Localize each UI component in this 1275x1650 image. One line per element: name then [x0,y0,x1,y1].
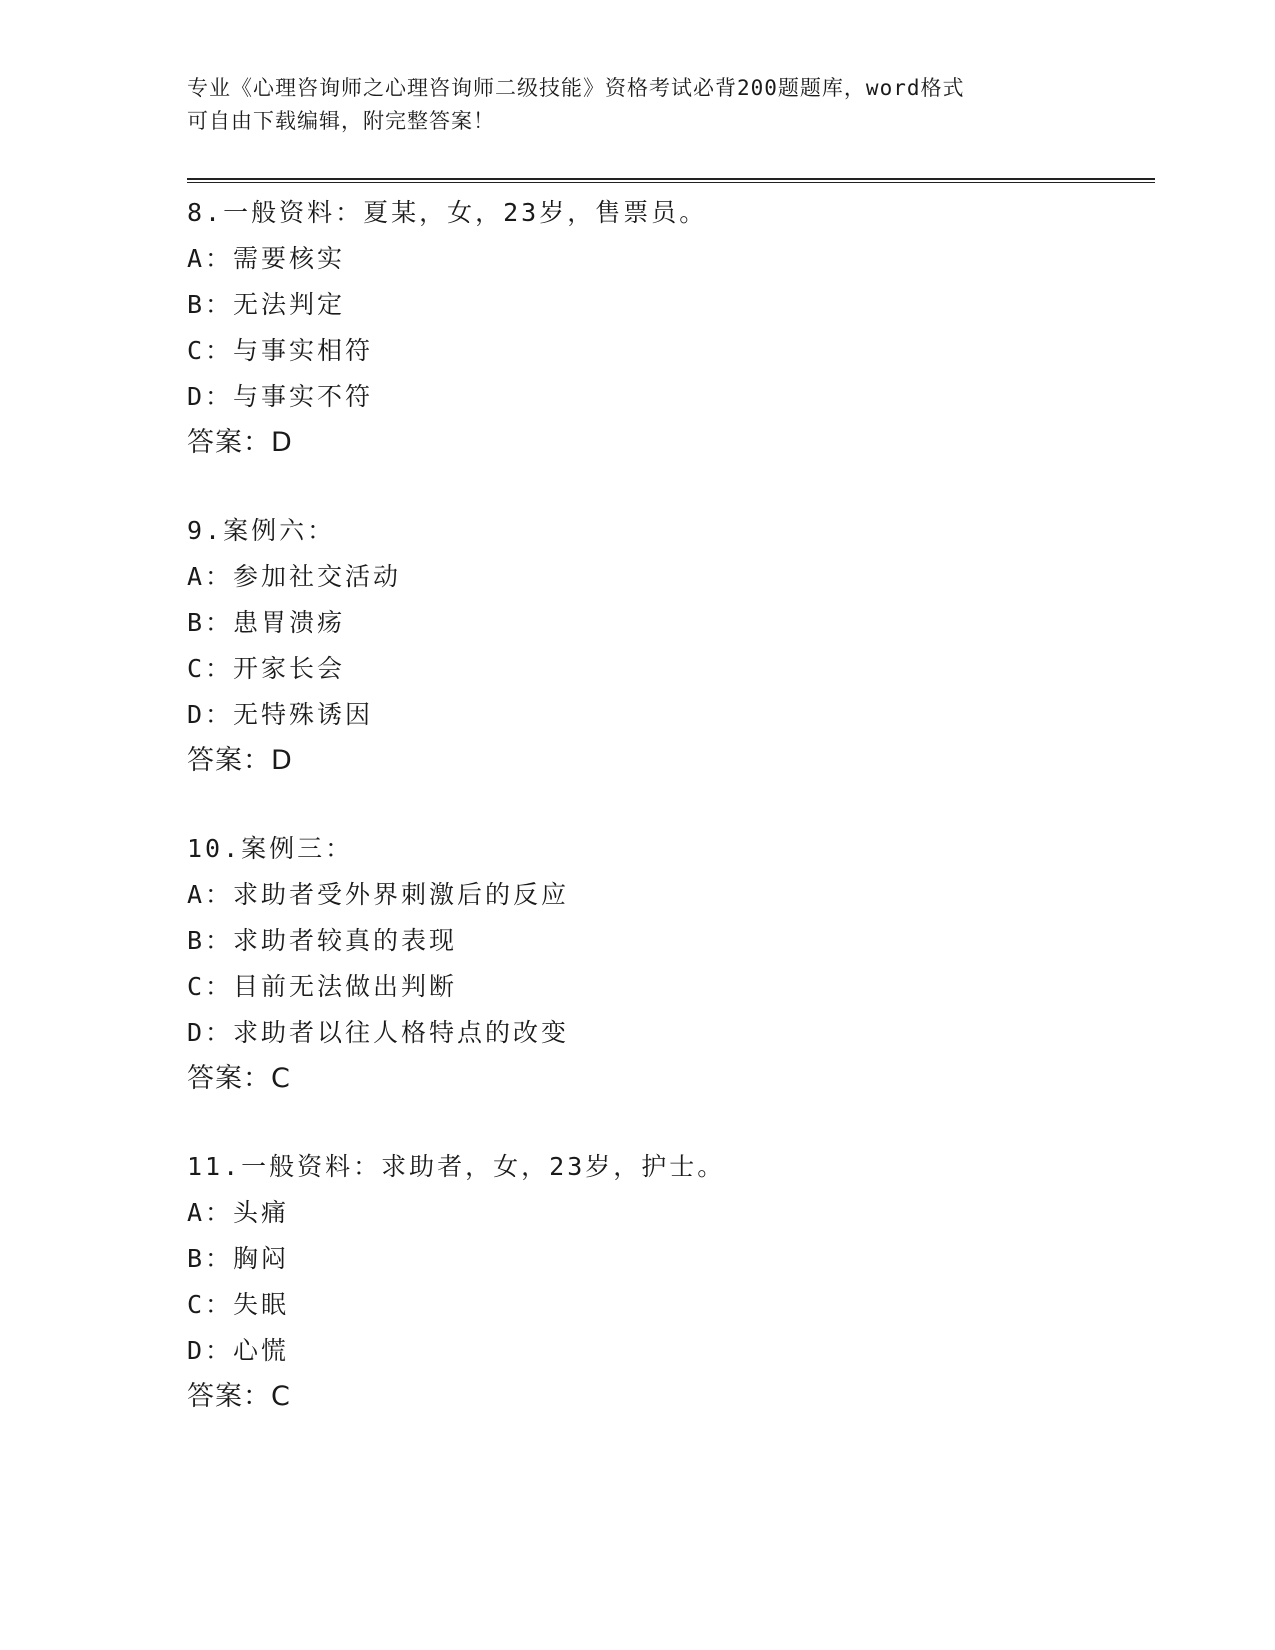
question-stem: 9.案例六： [187,516,336,545]
question-list [187,190,1137,1462]
question-item [187,826,1137,1102]
option-d: D：与事实不符 [187,382,374,411]
question-stem: 10.案例三： [187,834,354,863]
answer-line: 答案：D [187,427,293,458]
answer-line: 答案：D [187,745,293,776]
question-stem: 8.一般资料：夏某，女，23岁，售票员。 [187,198,708,227]
option-d: D：求助者以往人格特点的改变 [187,1018,570,1047]
option-b: B：患胃溃疡 [187,608,346,637]
option-d: D：心慌 [187,1336,290,1365]
option-c: C：失眠 [187,1290,290,1319]
question-item [187,1144,1137,1420]
option-a: A：求助者受外界刺激后的反应 [187,880,570,909]
option-b: B：求助者较真的表现 [187,926,458,955]
option-c: C：目前无法做出判断 [187,972,458,1001]
option-c: C：与事实相符 [187,336,374,365]
option-a: A：参加社交活动 [187,562,402,591]
document-header [187,72,1067,138]
answer-line: 答案：C [187,1381,291,1412]
header-title-line-2: 可自由下载编辑，附完整答案！ [187,109,495,133]
option-a: A：需要核实 [187,244,346,273]
header-title-line-1: 专业《心理咨询师之心理咨询师二级技能》资格考试必背200题题库，word格式 [187,76,965,100]
question-stem: 11.一般资料：求助者，女，23岁，护士。 [187,1152,726,1181]
option-d: D：无特殊诱因 [187,700,374,729]
answer-line: 答案：C [187,1063,291,1094]
header-divider [187,178,1155,183]
option-a: A：头痛 [187,1198,290,1227]
option-b: B：无法判定 [187,290,346,319]
question-item [187,190,1137,466]
option-c: C：开家长会 [187,654,346,683]
option-b: B：胸闷 [187,1244,290,1273]
question-item [187,508,1137,784]
